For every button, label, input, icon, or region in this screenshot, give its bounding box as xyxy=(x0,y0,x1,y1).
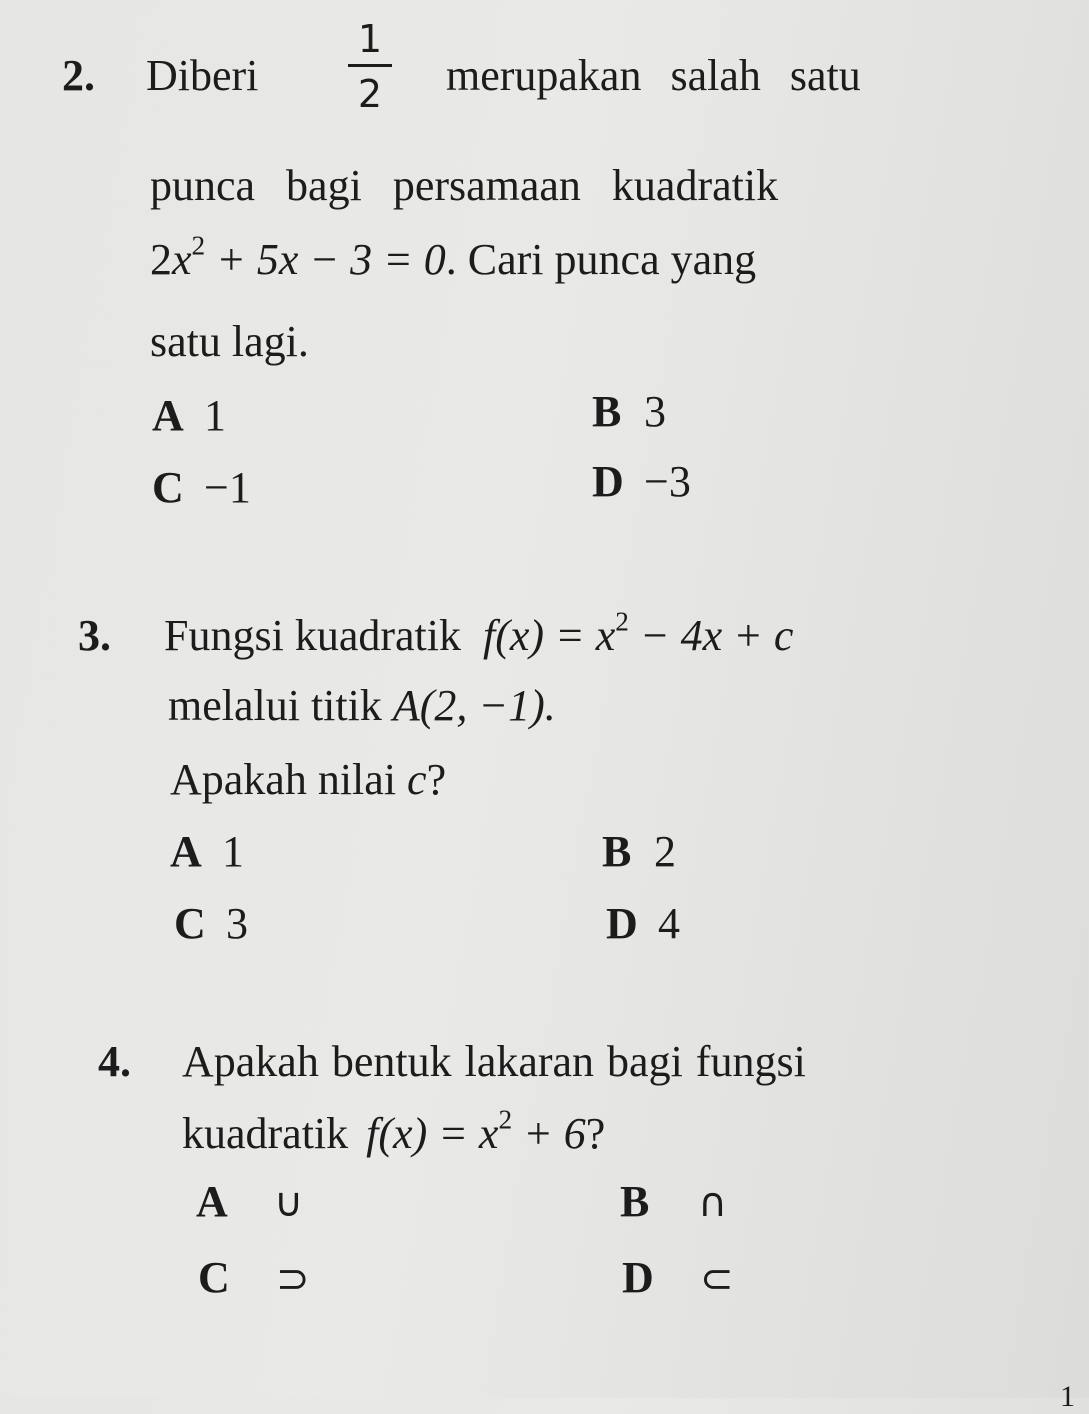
option-value: 1 xyxy=(204,391,226,440)
point-label: A(2, −1). xyxy=(392,681,556,730)
question-4-text-line1: Apakah bentuk lakaran bagi fungsi xyxy=(182,1037,806,1086)
question-3-text-line2 xyxy=(168,681,556,730)
question-2-text-line2: punca bagi persamaan kuadratik xyxy=(150,161,779,210)
question-4-text-line2 xyxy=(182,1104,606,1158)
q4-option-c[interactable] xyxy=(198,1253,310,1302)
q3-option-c[interactable] xyxy=(174,899,248,948)
option-value: 1 xyxy=(222,827,244,876)
question-3-number: 3. xyxy=(78,611,111,660)
q4-option-d[interactable] xyxy=(622,1253,734,1302)
question-4-line2-text: kuadratik xyxy=(182,1109,349,1158)
option-letter: C xyxy=(198,1253,230,1302)
question-3-line3-text: Apakah nilai xyxy=(170,755,397,804)
option-value: −1 xyxy=(204,463,251,512)
option-letter: C xyxy=(152,463,184,512)
q2-option-d[interactable] xyxy=(592,457,691,506)
function-expression-rest: − 4x + c xyxy=(628,611,794,660)
fraction-numerator: 1 xyxy=(357,17,383,61)
option-letter: A xyxy=(196,1177,228,1226)
question-4-number: 4. xyxy=(98,1037,131,1086)
q4-option-b[interactable] xyxy=(620,1177,728,1226)
question-3-line2-text: melalui titik xyxy=(168,681,382,730)
fraction-denominator: 2 xyxy=(357,72,383,116)
question-2-text-line4: satu lagi. xyxy=(150,317,309,366)
option-value: 3 xyxy=(644,387,666,436)
question-2-text-diberi: Diberi xyxy=(146,51,259,100)
option-value: ∪ xyxy=(274,1180,304,1226)
question-3-lead: Fungsi kuadratik xyxy=(164,611,461,660)
option-value: 4 xyxy=(658,899,680,948)
question-mark: ? xyxy=(585,1109,606,1158)
question-3-text-line1 xyxy=(164,606,794,660)
question-mark: ? xyxy=(426,755,447,804)
equation-rest: + 5x − 3 = 0 xyxy=(205,235,446,284)
option-letter: B xyxy=(592,387,622,436)
option-letter: D xyxy=(622,1253,654,1302)
question-3-text-line3 xyxy=(170,755,447,804)
function-expression-rest: + 6 xyxy=(512,1109,586,1158)
function-expression: f(x) = x xyxy=(366,1109,499,1158)
fraction-one-half xyxy=(348,17,392,116)
question-2-text-line3: . Cari punca yang xyxy=(445,235,757,284)
option-letter: A xyxy=(170,827,202,876)
q2-option-c[interactable] xyxy=(152,463,251,512)
q3-option-a[interactable] xyxy=(170,827,244,876)
q3-option-b[interactable] xyxy=(602,827,676,876)
question-2-number: 2. xyxy=(62,51,95,100)
fraction-bar xyxy=(348,64,392,67)
option-letter: B xyxy=(620,1177,650,1226)
equation-exponent: 2 xyxy=(191,230,206,261)
function-expression: f(x) = x xyxy=(482,611,616,660)
variable-c: c xyxy=(407,755,427,804)
option-letter: D xyxy=(606,899,638,948)
q3-option-d[interactable] xyxy=(606,899,680,948)
option-value: ⊂ xyxy=(700,1256,734,1302)
q2-option-b[interactable] xyxy=(592,387,666,436)
option-value: ⊃ xyxy=(276,1256,310,1302)
option-letter: D xyxy=(592,457,624,506)
option-value: 2 xyxy=(654,827,676,876)
q2-option-a[interactable] xyxy=(152,391,226,440)
option-letter: A xyxy=(152,391,184,440)
function-exponent: 2 xyxy=(615,606,629,637)
function-exponent: 2 xyxy=(498,1104,513,1135)
option-value: 3 xyxy=(226,899,248,948)
question-2-equation-line xyxy=(150,230,757,284)
question-2-text-line1: merupakan salah satu xyxy=(446,51,861,100)
option-letter: B xyxy=(602,827,632,876)
q4-option-a[interactable] xyxy=(196,1177,304,1226)
equation-coef: 2 xyxy=(150,235,172,284)
option-letter: C xyxy=(174,899,206,948)
page-number-partial: 1 xyxy=(1060,1380,1075,1413)
option-value: −3 xyxy=(644,457,691,506)
equation-var: x xyxy=(172,235,192,284)
option-value: ∩ xyxy=(698,1180,728,1226)
